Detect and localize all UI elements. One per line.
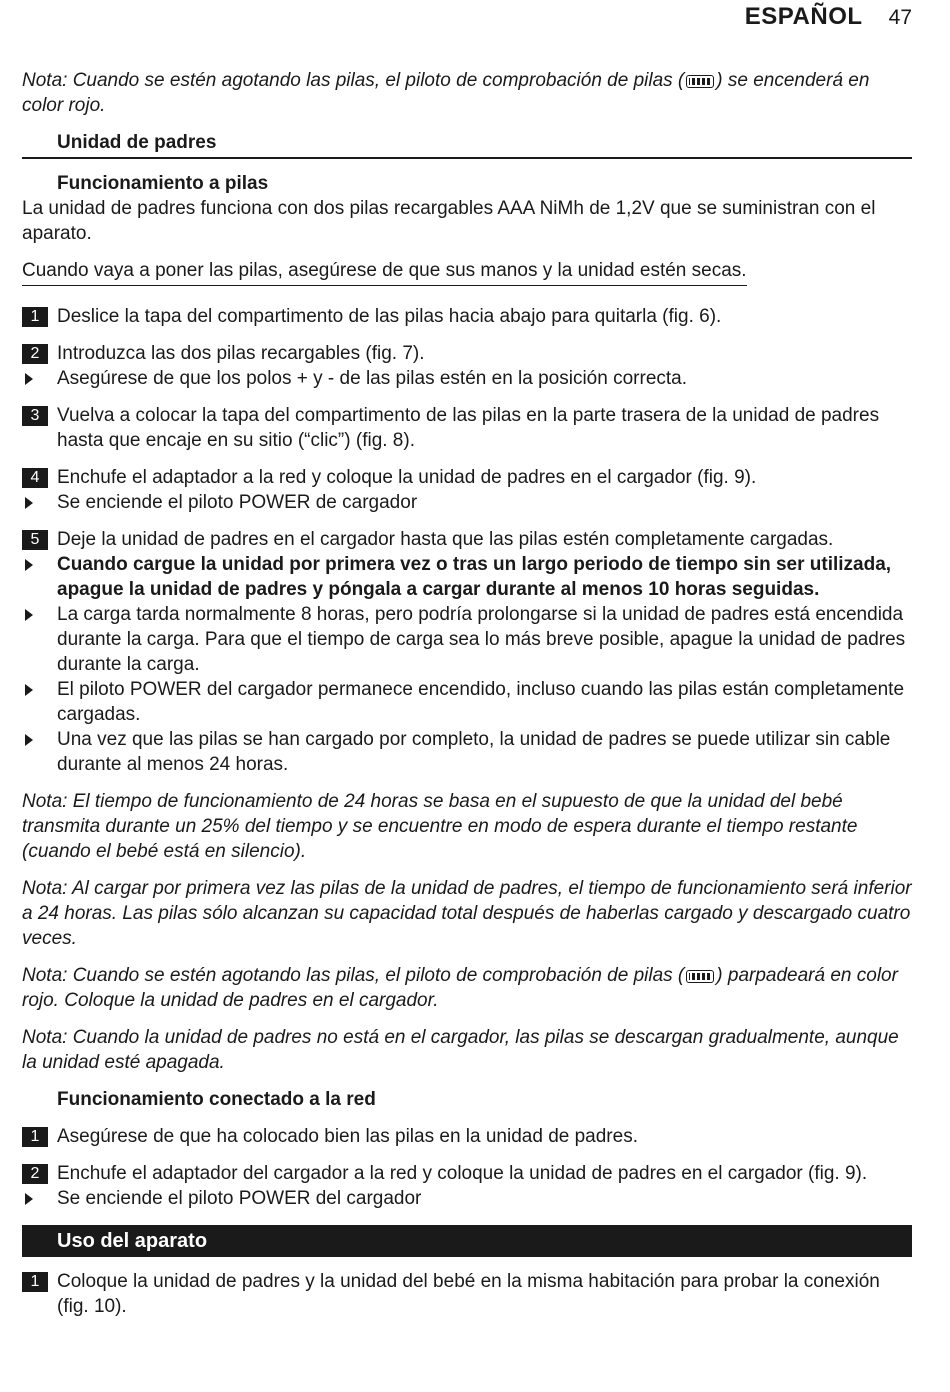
- step-number: 2: [22, 344, 48, 364]
- step-5: 5 Deje la unidad de padres en el cargador hasta que las pilas estén completamente cargadas.: [22, 527, 912, 552]
- language-label: ESPAÑOL: [744, 3, 863, 30]
- bullet-item: La carga tarda normalmente 8 horas, pero podría prolongarse si la unidad de padres está encendida durante la carga. Para que el tiempo de carga sea lo más breve posible, apague la unidad de padres durante la carga.: [22, 602, 912, 677]
- bullet-item: Asegúrese de que los polos + y - de las pilas estén en la posición correcta.: [22, 366, 912, 391]
- note-runtime: Nota: El tiempo de funcionamiento de 24 horas se basa en el supuesto de que la unidad del bebé transmita durante un 25% del tiempo y se encuentre en modo de espera durante el tiempo restante (cuando el bebé está en silencio).: [22, 791, 858, 862]
- battery-icon: [686, 75, 714, 88]
- note-discharge: Nota: Cuando la unidad de padres no está en el cargador, las pilas se descargan gradualmente, aunque la unidad esté apagada.: [22, 1027, 899, 1073]
- warning-dry-hands: Cuando vaya a poner las pilas, asegúrese de que sus manos y la unidad estén secas.: [22, 258, 912, 286]
- paragraph-battery: La unidad de padres funciona con dos pilas recargables AAA NiMh de 1,2V que se suministran con el aparato.: [22, 198, 876, 244]
- page-number: 47: [888, 6, 912, 29]
- step-number: 1: [22, 1272, 48, 1292]
- bullet-item: Se enciende el piloto POWER del cargador: [22, 1186, 912, 1211]
- bullet-item: Cuando cargue la unidad por primera vez o tras un largo periodo de tiempo sin ser utilizada, apague la unidad de padres y póngala a cargar durante al menos 10 horas seguidas.: [22, 552, 912, 602]
- step-number: 2: [22, 1164, 48, 1184]
- bullet-item: El piloto POWER del cargador permanece encendido, incluso cuando las pilas están completamente cargadas.: [22, 677, 912, 727]
- step-number: 5: [22, 530, 48, 550]
- bullet-marker-icon: [25, 497, 33, 509]
- bullet-marker-icon: [25, 1193, 33, 1205]
- step-number: 3: [22, 406, 48, 426]
- bullet-marker-icon: [25, 373, 33, 385]
- bullet-item: Se enciende el piloto POWER de cargador: [22, 490, 912, 515]
- bullet-marker-icon: [25, 609, 33, 621]
- heading-battery-operation: Funcionamiento a pilas: [57, 173, 269, 194]
- mains-step-1: 1 Asegúrese de que ha colocado bien las pilas en la unidad de padres.: [22, 1124, 912, 1149]
- step-number: 1: [22, 307, 48, 327]
- battery-icon: [686, 970, 714, 983]
- step-number: 4: [22, 468, 48, 488]
- bullet-item: Una vez que las pilas se han cargado por completo, la unidad de padres se puede utilizar sin cable durante al menos 24 horas.: [22, 727, 912, 777]
- step-1: 1 Deslice la tapa del compartimento de las pilas hacia abajo para quitarla (fig. 6).: [22, 304, 912, 329]
- section-heading-use: Uso del aparato: [22, 1225, 912, 1257]
- step-3: 3 Vuelva a colocar la tapa del compartimento de las pilas en la parte trasera de la unidad de padres hasta que encaje en su sitio (“clic”) (fig. 8).: [22, 403, 912, 453]
- heading-parent-unit: Unidad de padres: [57, 132, 217, 153]
- bullet-marker-icon: [25, 559, 33, 571]
- use-step-1: 1 Coloque la unidad de padres y la unidad del bebé en la misma habitación para probar la conexión (fig. 10).: [22, 1269, 912, 1319]
- note-battery-low: Nota: Cuando se estén agotando las pilas, el piloto de comprobación de pilas ( ) se encenderá en color rojo.: [22, 70, 870, 116]
- note-first-charge: Nota: Al cargar por primera vez las pilas de la unidad de padres, el tiempo de funcionamiento será inferior a 24 horas. Las pilas sólo alcanzan su capacidad total después de haberlas cargado y descargado cuatro veces.: [22, 878, 912, 949]
- divider: [22, 157, 912, 159]
- step-4: 4 Enchufe el adaptador a la red y coloque la unidad de padres en el cargador (fig. 9).: [22, 465, 912, 490]
- page-content: [22, 68, 912, 1319]
- step-number: 1: [22, 1127, 48, 1147]
- page-header: [745, 4, 912, 30]
- bullet-marker-icon: [25, 734, 33, 746]
- note-battery-blink: Nota: Cuando se estén agotando las pilas, el piloto de comprobación de pilas ( ) parpadeará en color rojo. Coloque la unidad de padres en el cargador.: [22, 965, 898, 1011]
- step-2: 2 Introduzca las dos pilas recargables (fig. 7).: [22, 341, 912, 366]
- heading-mains-operation: Funcionamiento conectado a la red: [57, 1089, 376, 1110]
- mains-step-2: 2 Enchufe el adaptador del cargador a la red y coloque la unidad de padres en el cargador (fig. 9).: [22, 1161, 912, 1186]
- bullet-marker-icon: [25, 684, 33, 696]
